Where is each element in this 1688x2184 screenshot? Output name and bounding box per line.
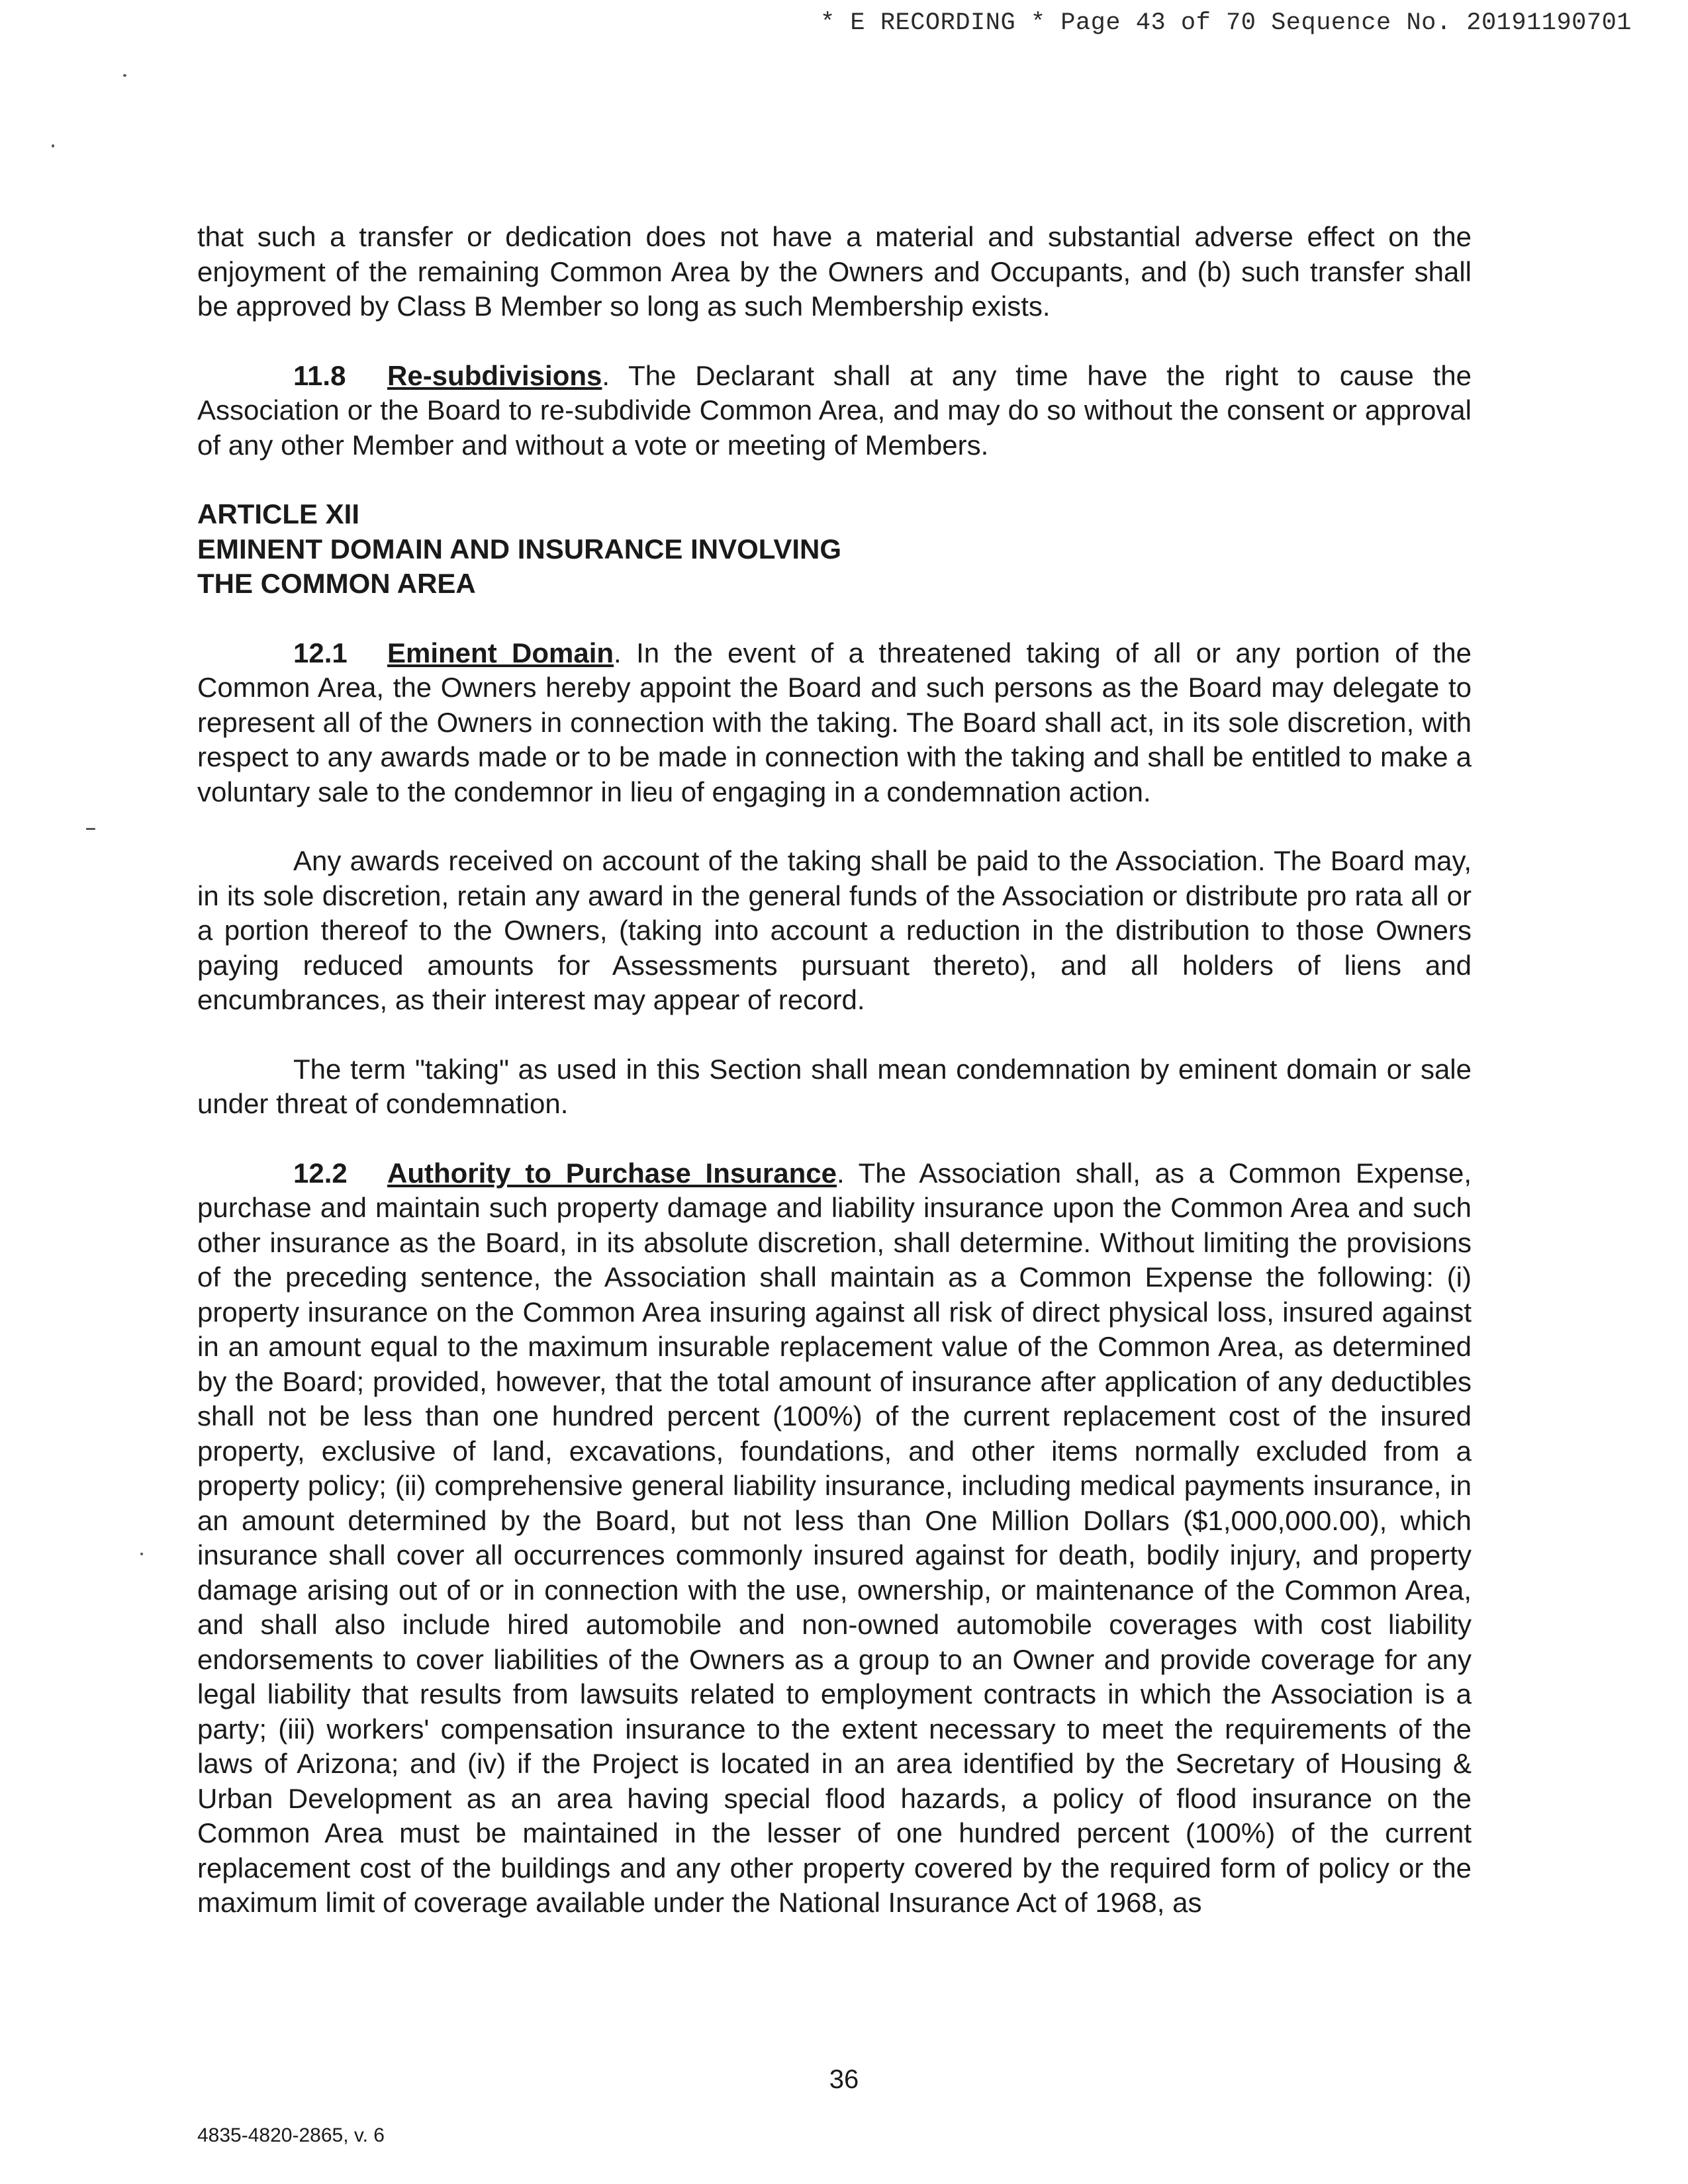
section-11-8 — [197, 359, 1472, 463]
document-id: 4835-4820-2865, v. 6 — [197, 2124, 385, 2146]
recording-stamp: * E RECORDING * Page 43 of 70 Sequence No. 20191190701 — [820, 9, 1632, 37]
scan-speck — [52, 144, 54, 148]
document-body — [197, 220, 1472, 1921]
continued-paragraph: that such a transfer or dedication does not have a material and substantial adverse effect on the enjoyment of the remaining Common Area by the Owners and Occupants, and (b) such transfer shall be approved by Class B Member so long as such Membership exists. — [197, 221, 1472, 322]
scan-speck — [140, 1553, 143, 1555]
article-number: ARTICLE XII — [197, 498, 360, 529]
article-heading — [197, 497, 1472, 602]
section-text: . The Declarant shall at any time have the right to cause the Association or the Board to re-subdivide Common Area, and may do so without the consent or approval of any other Member and without a vote or meeting of Members. — [197, 359, 1472, 461]
section-number: 11.8 — [293, 359, 346, 391]
awards-paragraph: Any awards received on account of the taking shall be paid to the Association. The Board may, in its sole discretion, retain any award in the general funds of the Association or distribute pro rata all or a portion thereof to the Owners, (taking into account a reduction in the distribution to those Owners paying reduced amounts for Assessments pursuant thereto), and all holders of liens and encumbrances, as their interest may appear of record. — [197, 845, 1472, 1015]
article-title: EMINENT DOMAIN AND INSURANCE INVOLVING — [197, 533, 842, 565]
section-heading: Re-subdivisions — [387, 359, 602, 391]
section-text: . In the event of a threatened taking of all or any portion of the Common Area, the Owners hereby appoint the Board and such persons as the Board may delegate to represent all of the Owners in connection with the taking. The Board shall act, in its sole discretion, with respect to any awards made or to be made in connection with the taking and shall be entitled to make a voluntary sale to the condemnor in lieu of engaging in a condemnation action. — [197, 637, 1472, 807]
section-12-2 — [197, 1156, 1472, 1921]
section-number: 12.1 — [293, 637, 348, 668]
scan-speck — [123, 74, 126, 77]
section-number: 12.2 — [293, 1157, 348, 1189]
article-title-cont: THE COMMON AREA — [197, 568, 476, 599]
section-heading: Authority to Purchase Insurance — [387, 1157, 837, 1189]
section-12-1 — [197, 636, 1472, 810]
term-paragraph: The term "taking" as used in this Section shall mean condemnation by eminent domain or sale under threat of condemnation. — [197, 1053, 1472, 1119]
page-number: 36 — [829, 2065, 859, 2094]
section-heading: Eminent Domain — [387, 637, 614, 668]
scan-speck — [86, 828, 95, 830]
section-text: . The Association shall, as a Common Expense, purchase and maintain such property damage and liability insurance upon the Common Area and such other insurance as the Board, in its absolute discretion, shall determine. Without limiting the provisions of the preceding sentence, the Association shall maintain as a Common Expense the following: (i) property insurance on the Common Area insuring against all risk of direct physical loss, insured against in an amount equal to the maximum insurable replacement value of the Common Area, as determined by the Board; provided, however, that the total amount of insurance after application of any deductibles shall not be less than one hundred percent (100%) of the current replacement cost of the insured property, exclusive of land, excavations, foundations, and other items normally excluded from a property policy; (ii) comprehensive general liability insurance, including medical payments insurance, in an amount determined by the Board, but not less than One Million Dollars ($1,000,000.00), which insurance shall cover all occurrences commonly insured against for death, bodily injury, and property damage arising out of or in connection with the use, ownership, or maintenance of the Common Area, and shall also include hired automobile and non-owned automobile coverages with cost liability endorsements to cover liabilities of the Owners as a group to an Owner and provide coverage for any legal liability that results from lawsuits related to employment contracts in which the Association is a party; (iii) workers' compensation insurance to the extent necessary to meet the requirements of the laws of Arizona; and (iv) if the Project is located in an area identified by the Secretary of Housing & Urban Development as an area having special flood hazards, a policy of flood insurance on the Common Area must be maintained in the lesser of one hundred percent (100%) of the current replacement cost of the buildings and any other property covered by the required form of policy or the maximum limit of coverage available under the National Insurance Act of 1968, as — [197, 1157, 1472, 1918]
